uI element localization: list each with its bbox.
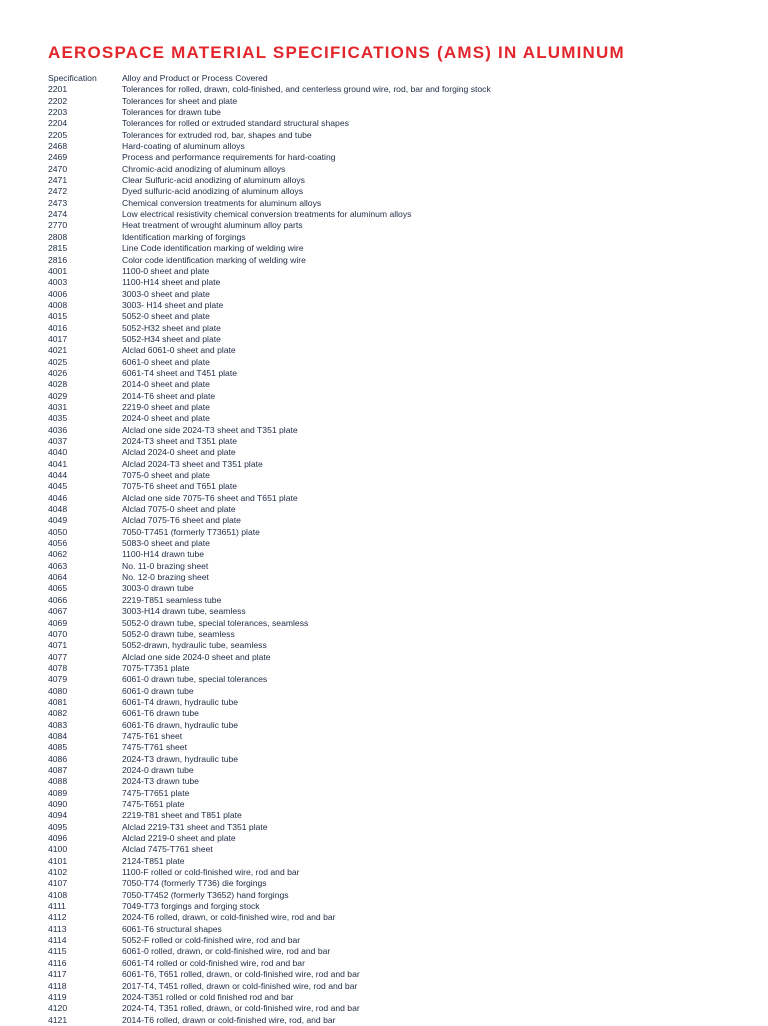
- spec-description: Tolerances for sheet and plate: [122, 95, 238, 106]
- table-row: [48, 595, 748, 606]
- spec-description: 3003- H14 sheet and plate: [122, 299, 224, 310]
- spec-description: No. 11-0 brazing sheet: [122, 560, 209, 571]
- spec-description: 2024-T3 drawn, hydraulic tube: [122, 753, 239, 764]
- spec-code: 2816: [48, 254, 68, 265]
- spec-code: 4006: [48, 288, 68, 299]
- spec-description: Color code identification marking of welding wire: [122, 254, 306, 265]
- spec-description: 2219-T851 seamless tube: [122, 594, 222, 605]
- spec-code: 4081: [48, 696, 68, 707]
- spec-code: 4056: [48, 538, 68, 549]
- table-row: [48, 459, 748, 470]
- spec-description: 7050-T7452 (formerly T3652) hand forgings: [122, 889, 289, 900]
- spec-code: 4069: [48, 617, 68, 628]
- spec-description: Hard-coating of aluminum alloys: [122, 141, 245, 152]
- spec-description: Alclad 7075-T6 sheet and plate: [122, 515, 241, 526]
- spec-description: Chemical conversion treatments for aluminum alloys: [122, 197, 322, 208]
- table-row: [48, 152, 748, 163]
- spec-description: 7075-T7351 plate: [122, 662, 190, 673]
- spec-code: 4036: [48, 424, 68, 435]
- table-row: [48, 731, 748, 742]
- table-row: [48, 175, 748, 186]
- spec-code: 4080: [48, 685, 68, 696]
- spec-code: 4083: [48, 719, 68, 730]
- table-row: [48, 493, 748, 504]
- table-row: [48, 572, 748, 583]
- spec-code: 4050: [48, 526, 68, 537]
- spec-description: Heat treatment of wrought aluminum alloy parts: [122, 220, 303, 231]
- spec-description: Alclad 2219-0 sheet and plate: [122, 833, 236, 844]
- spec-code: 4017: [48, 333, 68, 344]
- table-row: [48, 255, 748, 266]
- spec-code: 4108: [48, 889, 68, 900]
- table-row: [48, 277, 748, 288]
- spec-code: 4021: [48, 345, 68, 356]
- table-body: [48, 84, 748, 1026]
- table-row: [48, 447, 748, 458]
- spec-description: Alclad one side 2024-T3 sheet and T351 plate: [122, 424, 298, 435]
- spec-code: 4064: [48, 572, 68, 583]
- spec-description: Tolerances for rolled or extruded standard structural shapes: [122, 118, 349, 129]
- spec-code: 4077: [48, 651, 68, 662]
- table-row: [48, 96, 748, 107]
- spec-description: 6061-T6, T651 rolled, drawn, or cold-finished wire, rod and bar: [122, 969, 360, 980]
- table-row: [48, 220, 748, 231]
- spec-code: 2471: [48, 175, 68, 186]
- table-row: [48, 243, 748, 254]
- spec-code: 4116: [48, 957, 67, 968]
- column-header-description: Alloy and Product or Process Covered: [122, 73, 268, 83]
- table-row: [48, 708, 748, 719]
- spec-code: 2770: [48, 220, 68, 231]
- spec-description: 5052-F rolled or cold-finished wire, rod and bar: [122, 935, 301, 946]
- spec-description: 5083-0 sheet and plate: [122, 538, 210, 549]
- spec-description: 5052-drawn, hydraulic tube, seamless: [122, 640, 267, 651]
- table-row: [48, 799, 748, 810]
- table-row: [48, 697, 748, 708]
- table-row: [48, 186, 748, 197]
- spec-code: 2473: [48, 197, 68, 208]
- spec-description: 1100-H14 drawn tube: [122, 549, 205, 560]
- spec-description: 6061-T4 rolled or cold-finished wire, rod and bar: [122, 957, 305, 968]
- table-row: [48, 232, 748, 243]
- spec-description: 1100-H14 sheet and plate: [122, 277, 221, 288]
- spec-code: 4045: [48, 481, 68, 492]
- spec-description: 5052-0 sheet and plate: [122, 311, 210, 322]
- spec-description: 1100-0 sheet and plate: [122, 265, 210, 276]
- table-row: [48, 198, 748, 209]
- table-row: [48, 958, 748, 969]
- spec-description: 2024-T351 rolled or cold finished rod and bar: [122, 991, 294, 1002]
- table-row: [48, 527, 748, 538]
- spec-code: 4120: [48, 1003, 68, 1014]
- table-row: [48, 946, 748, 957]
- spec-description: 2024-T3 sheet and T351 plate: [122, 436, 237, 446]
- spec-description: 6061-0 drawn tube, special tolerances: [122, 674, 268, 685]
- spec-code: 2469: [48, 152, 68, 163]
- spec-code: 4035: [48, 413, 68, 424]
- table-row: [48, 515, 748, 526]
- spec-code: 2474: [48, 209, 68, 220]
- spec-code: 4121: [48, 1014, 68, 1025]
- spec-code: 4115: [48, 946, 67, 957]
- spec-description: 7050-T7451 (formerly T73651) plate: [122, 526, 260, 537]
- spec-code: 4065: [48, 583, 68, 594]
- spec-code: 4026: [48, 367, 68, 378]
- spec-code: 4079: [48, 674, 68, 685]
- table-row: [48, 844, 748, 855]
- table-row: [48, 822, 748, 833]
- spec-description: 7475-T761 sheet: [122, 742, 187, 753]
- spec-description: Tolerances for rolled, drawn, cold-finished, and centerless ground wire, rod, bar and forging stock: [122, 84, 491, 95]
- spec-code: 4015: [48, 311, 68, 322]
- table-row: [48, 549, 748, 560]
- table-row: [48, 776, 748, 787]
- spec-description: 7475-T7651 plate: [122, 787, 190, 798]
- table-row: [48, 391, 748, 402]
- spec-code: 4117: [48, 969, 67, 980]
- spec-description: 6061-T4 sheet and T451 plate: [122, 367, 237, 378]
- spec-code: 4114: [48, 935, 67, 946]
- table-row: [48, 164, 748, 175]
- spec-description: 3003-0 sheet and plate: [122, 288, 210, 299]
- table-row: [48, 1003, 748, 1014]
- spec-code: 4001: [48, 265, 68, 276]
- spec-code: 4078: [48, 662, 68, 673]
- spec-description: Alclad one side 2024-0 sheet and plate: [122, 651, 271, 662]
- spec-code: 4100: [48, 844, 68, 855]
- spec-description: 7075-0 sheet and plate: [122, 470, 210, 481]
- spec-code: 4063: [48, 560, 68, 571]
- table-row: [48, 606, 748, 617]
- spec-code: 2472: [48, 186, 68, 197]
- spec-description: 2124-T851 plate: [122, 855, 185, 866]
- spec-description: Dyed sulfuric-acid anodizing of aluminum alloys: [122, 186, 304, 197]
- spec-code: 4003: [48, 277, 68, 288]
- table-row: [48, 130, 748, 141]
- spec-description: 6061-0 drawn tube: [122, 685, 194, 696]
- table-row: [48, 912, 748, 923]
- table-row: [48, 561, 748, 572]
- spec-code: 4082: [48, 708, 68, 719]
- spec-code: 4094: [48, 810, 68, 821]
- spec-description: 6061-T4 drawn, hydraulic tube: [122, 696, 239, 707]
- table-row: [48, 481, 748, 492]
- table-row: [48, 470, 748, 481]
- spec-code: 2470: [48, 163, 68, 174]
- spec-description: 2014-T6 rolled, drawn or cold-finished wire, rod, and bar: [122, 1014, 336, 1025]
- spec-code: 4112: [48, 912, 67, 923]
- spec-code: 4101: [48, 855, 68, 866]
- table-row: [48, 754, 748, 765]
- spec-description: 2024-T3 drawn tube: [122, 776, 199, 787]
- spec-description: 2219-T81 sheet and T851 plate: [122, 810, 242, 821]
- spec-code: 2468: [48, 141, 68, 152]
- spec-description: 5052-H34 sheet and plate: [122, 333, 221, 344]
- spec-code: 4016: [48, 322, 68, 333]
- spec-description: Chromic-acid anodizing of aluminum alloys: [122, 163, 286, 174]
- spec-code: 4008: [48, 299, 68, 310]
- spec-code: 4107: [48, 878, 68, 889]
- spec-code: 2815: [48, 243, 68, 254]
- spec-description: 7049-T73 forgings and forging stock: [122, 901, 260, 912]
- spec-code: 4048: [48, 504, 68, 515]
- spec-description: 3003-0 drawn tube: [122, 583, 194, 594]
- table-row: [48, 107, 748, 118]
- spec-description: 5052-0 drawn tube, special tolerances, seamless: [122, 617, 309, 628]
- spec-code: 4090: [48, 799, 68, 809]
- spec-description: Alclad 7075-0 sheet and plate: [122, 504, 236, 515]
- spec-description: 2219-0 sheet and plate: [122, 401, 210, 412]
- table-header-row: [48, 73, 748, 84]
- spec-code: 4046: [48, 492, 68, 503]
- spec-description: 1100-F rolled or cold-finished wire, rod and bar: [122, 867, 300, 878]
- table-row: [48, 686, 748, 697]
- spec-code: 4049: [48, 515, 68, 526]
- spec-code: 2203: [48, 107, 68, 118]
- spec-code: 4088: [48, 776, 68, 787]
- spec-description: Identification marking of forgings: [122, 231, 246, 242]
- spec-description: Tolerances for drawn tube: [122, 107, 221, 118]
- table-row: [48, 867, 748, 878]
- spec-code: 4095: [48, 821, 68, 832]
- table-row: [48, 379, 748, 390]
- spec-description: Alclad 2024-T3 sheet and T351 plate: [122, 458, 263, 469]
- spec-code: 4067: [48, 606, 68, 617]
- spec-code: 2204: [48, 118, 68, 129]
- spec-description: 5052-0 drawn tube, seamless: [122, 628, 235, 639]
- table-row: [48, 833, 748, 844]
- spec-description: 6061-0 sheet and plate: [122, 356, 210, 367]
- spec-description: 6061-0 rolled, drawn, or cold-finished wire, rod and bar: [122, 946, 331, 957]
- spec-description: 6061-T6 drawn tube: [122, 708, 199, 719]
- spec-description: 6061-T6 structural shapes: [122, 923, 222, 934]
- table-row: [48, 84, 748, 95]
- spec-table: [48, 73, 748, 1026]
- table-row: [48, 345, 748, 356]
- table-row: [48, 289, 748, 300]
- spec-code: 4096: [48, 833, 68, 844]
- spec-code: 4066: [48, 594, 68, 605]
- spec-description: 2024-T4, T351 rolled, drawn, or cold-finished wire, rod and bar: [122, 1003, 360, 1014]
- spec-code: 4037: [48, 436, 68, 446]
- spec-description: Alclad 7475-T761 sheet: [122, 844, 213, 855]
- table-row: [48, 118, 748, 129]
- table-row: [48, 413, 748, 424]
- spec-description: No. 12-0 brazing sheet: [122, 572, 209, 583]
- table-row: [48, 992, 748, 1003]
- table-row: [48, 890, 748, 901]
- spec-code: 4086: [48, 753, 68, 764]
- spec-code: 4031: [48, 401, 68, 412]
- table-row: [48, 878, 748, 889]
- spec-code: 4029: [48, 390, 68, 401]
- table-row: [48, 618, 748, 629]
- spec-code: 4111: [48, 901, 66, 912]
- table-row: [48, 368, 748, 379]
- spec-description: 7475-T651 plate: [122, 799, 185, 809]
- spec-description: Alclad 2219-T31 sheet and T351 plate: [122, 821, 268, 832]
- spec-code: 4025: [48, 356, 68, 367]
- table-row: [48, 924, 748, 935]
- spec-description: 7475-T61 sheet: [122, 730, 183, 741]
- table-row: [48, 742, 748, 753]
- spec-code: 4041: [48, 458, 68, 469]
- table-row: [48, 311, 748, 322]
- spec-description: Alclad 6061-0 sheet and plate: [122, 345, 236, 356]
- table-row: [48, 1015, 748, 1026]
- table-row: [48, 652, 748, 663]
- table-row: [48, 810, 748, 821]
- spec-description: 6061-T6 drawn, hydraulic tube: [122, 719, 239, 730]
- table-row: [48, 981, 748, 992]
- table-row: [48, 504, 748, 515]
- table-row: [48, 323, 748, 334]
- spec-description: 7075-T6 sheet and T651 plate: [122, 481, 237, 492]
- spec-code: 4071: [48, 640, 68, 651]
- table-row: [48, 663, 748, 674]
- table-row: [48, 436, 748, 447]
- spec-description: Alclad 2024-0 sheet and plate: [122, 447, 236, 458]
- spec-code: 4118: [48, 980, 67, 991]
- spec-description: 2024-T6 rolled, drawn, or cold-finished wire, rod and bar: [122, 912, 336, 923]
- table-row: [48, 674, 748, 685]
- spec-code: 4085: [48, 742, 68, 753]
- spec-code: 2202: [48, 95, 68, 106]
- spec-code: 2201: [48, 84, 68, 95]
- table-row: [48, 935, 748, 946]
- spec-code: 2205: [48, 129, 68, 140]
- spec-description: 2024-0 drawn tube: [122, 764, 194, 775]
- table-row: [48, 788, 748, 799]
- table-row: [48, 629, 748, 640]
- spec-description: Alclad one side 7075-T6 sheet and T651 plate: [122, 492, 298, 503]
- spec-code: 4044: [48, 470, 68, 481]
- spec-code: 4062: [48, 549, 68, 560]
- spec-code: 4089: [48, 787, 68, 798]
- table-row: [48, 969, 748, 980]
- table-row: [48, 141, 748, 152]
- table-row: [48, 300, 748, 311]
- spec-code: 4102: [48, 867, 68, 878]
- table-row: [48, 538, 748, 549]
- spec-code: 4087: [48, 764, 68, 775]
- spec-code: 4084: [48, 730, 68, 741]
- table-row: [48, 425, 748, 436]
- spec-description: 2024-0 sheet and plate: [122, 413, 210, 424]
- spec-code: 4070: [48, 628, 68, 639]
- spec-description: Tolerances for extruded rod, bar, shapes and tube: [122, 129, 312, 140]
- table-row: [48, 720, 748, 731]
- spec-description: Process and performance requirements for hard-coating: [122, 152, 336, 163]
- table-row: [48, 856, 748, 867]
- spec-description: 3003-H14 drawn tube, seamless: [122, 606, 246, 617]
- spec-description: Clear Sulfuric-acid anodizing of aluminum alloys: [122, 175, 305, 186]
- spec-description: Line Code identification marking of welding wire: [122, 243, 304, 254]
- spec-description: Low electrical resistivity chemical conversion treatments for aluminum alloys: [122, 209, 412, 220]
- table-row: [48, 640, 748, 651]
- spec-description: 5052-H32 sheet and plate: [122, 322, 221, 333]
- spec-description: 2014-T6 sheet and plate: [122, 390, 216, 401]
- spec-description: 2017-T4, T451 rolled, drawn or cold-finished wire, rod and bar: [122, 980, 358, 991]
- page-title: AEROSPACE MATERIAL SPECIFICATIONS (AMS) IN ALUMINUM: [48, 43, 625, 62]
- table-row: [48, 266, 748, 277]
- table-row: [48, 583, 748, 594]
- table-row: [48, 765, 748, 776]
- spec-code: 2808: [48, 231, 68, 242]
- spec-description: 7050-T74 (formerly T736) die forgings: [122, 878, 267, 889]
- table-row: [48, 334, 748, 345]
- table-row: [48, 357, 748, 368]
- spec-code: 4119: [48, 991, 67, 1002]
- spec-code: 4113: [48, 923, 67, 934]
- table-row: [48, 209, 748, 220]
- spec-code: 4040: [48, 447, 68, 458]
- column-header-specification: Specification: [48, 73, 97, 83]
- spec-code: 4028: [48, 379, 68, 390]
- spec-description: 2014-0 sheet and plate: [122, 379, 210, 390]
- table-row: [48, 402, 748, 413]
- table-row: [48, 901, 748, 912]
